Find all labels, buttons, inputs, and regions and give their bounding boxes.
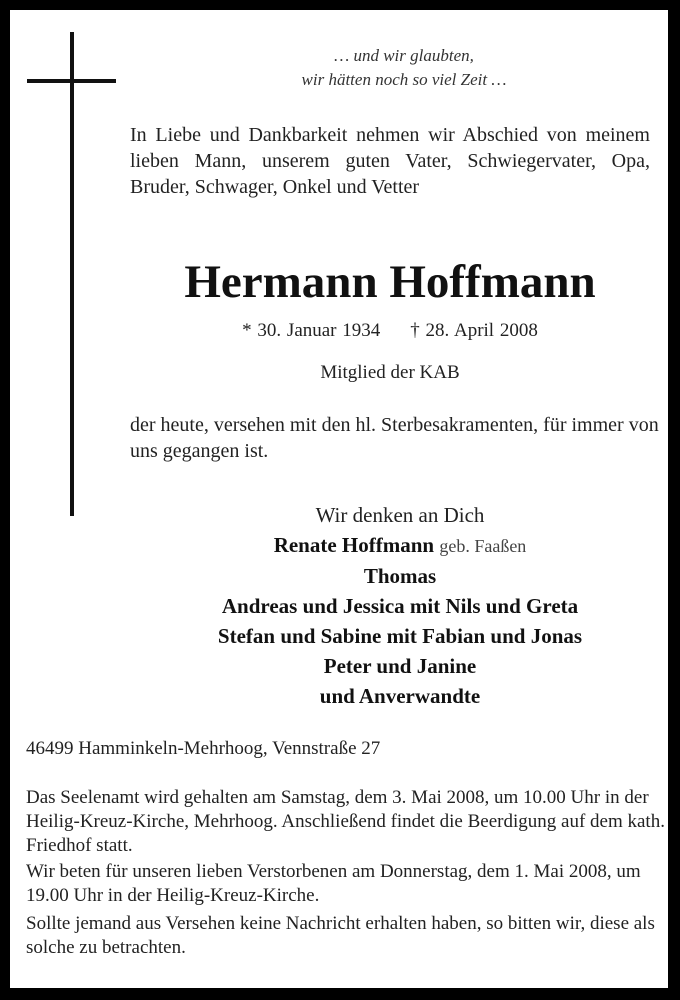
mourner-line: und Anverwandte xyxy=(319,684,481,708)
obituary-card xyxy=(10,10,668,988)
deceased-name: Hermann Hoffmann xyxy=(184,256,596,308)
requiem-info: Das Seelenamt wird gehalten am Samstag, dem 3. Mai 2008, um 10.00 Uhr in der Heilig-Kreuz-Kirche, Mehrhoog. Anschließend findet die Beerdigung auf dem kath. Friedhof statt. xyxy=(26,787,665,856)
mourner-line: Thomas xyxy=(363,564,437,588)
passing-text: der heute, versehen mit den hl. Sterbesakramenten, für immer von uns gegangen ist. xyxy=(130,414,659,462)
mourner-line: Stefan und Sabine mit Fabian und Jonas xyxy=(217,624,583,648)
membership: Mitglied der KAB xyxy=(320,362,460,383)
cross-icon-vertical xyxy=(70,32,74,516)
mourners-list xyxy=(140,500,660,711)
cross-icon-horizontal xyxy=(27,79,116,83)
intro-text: In Liebe und Dankbarkeit nehmen wir Abschied von meinem lieben Mann, unserem guten Vater, Schwiegervater, Opa, Bruder, Schwager, Onkel und Vetter xyxy=(130,124,650,198)
death-date: † 28. April 2008 xyxy=(410,320,538,341)
mourner-spouse xyxy=(140,530,660,561)
mourner-line: Andreas und Jessica mit Nils und Greta xyxy=(221,594,579,618)
motto-quote xyxy=(140,44,668,92)
motto-line-2: wir hätten noch so viel Zeit … xyxy=(301,70,507,89)
family-address: 46499 Hamminkeln-Mehrhoog, Vennstraße 27 xyxy=(26,738,381,759)
life-dates xyxy=(130,318,650,344)
birth-date: * 30. Januar 1934 xyxy=(242,320,381,341)
mourners-lead: Wir denken an Dich xyxy=(315,503,485,527)
motto-line-1: … und wir glaubten, xyxy=(334,46,474,65)
prayer-info: Wir beten für unseren lieben Verstorbenen am Donnerstag, dem 1. Mai 2008, um 19.00 Uhr in der Heilig-Kreuz-Kirche. xyxy=(26,861,641,906)
spouse-maiden-name: geb. Faaßen xyxy=(439,536,527,556)
mourner-line: Peter und Janine xyxy=(323,654,477,678)
spouse-name: Renate Hoffmann xyxy=(273,533,435,557)
notification-note: Sollte jemand aus Versehen keine Nachricht erhalten haben, so bitten wir, diese als solche zu betrachten. xyxy=(26,913,655,958)
